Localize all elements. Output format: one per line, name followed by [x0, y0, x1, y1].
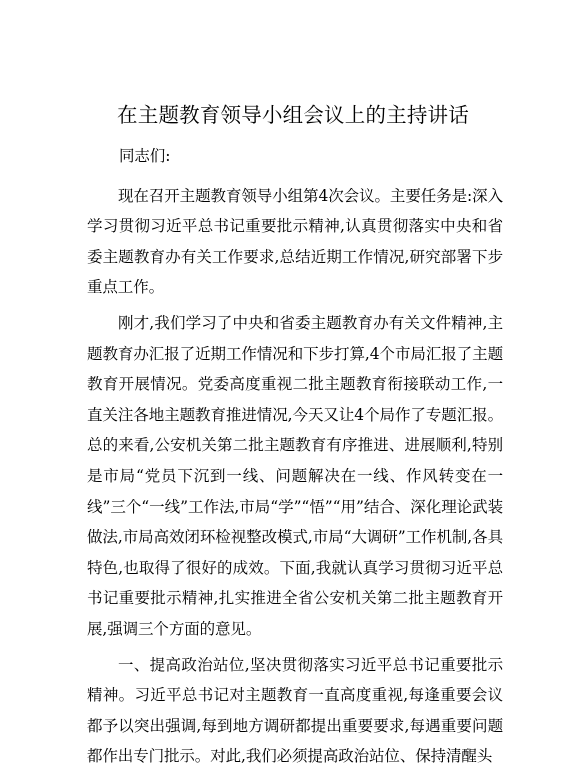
salutation: 同志们:: [119, 147, 171, 165]
paragraph-3: 一、提高政治站位,坚决贯彻落实习近平总书记重要批示精神。习近平总书记对主题教育一直高度重视,每逢重要会议都予以突出强调,每到地方调研都提出重要要求,每遇重要问题都作出专门批示。对此,我们必须提高政治站位、保持清醒头: [87, 655, 503, 766]
paragraph-2: 刚才,我们学习了中央和省委主题教育办有关文件精神,主题教育办汇报了近期工作情况和下步打算,4个市局汇报了主题教育开展情况。党委高度重视二批主题教育衔接联动工作,一直关注各地主题教育推进情况,今天又让4个局作了专题汇报。总的来看,公安机关第二批主题教育有序推进、进展顺利,特别是市局“党员下沉到一线、问题解决在一线、作风转变在一线”三个“一线”工作法,市局“学”“悟”“用”结合、深化理论武装做法,市局高效闭环检视整改模式,市局“大调研”工作机制,各具特色,也取得了很好的成效。下面,我就认真学习贯彻习近平总书记重要批示精神,扎实推进全省公安机关第二批主题教育开展,强调三个方面的意见。: [87, 313, 503, 638]
document-body: [87, 141, 503, 772]
paragraph-1: 现在召开主题教育领导小组第4次会议。主要任务是:深入学习贯彻习近平总书记重要批示精神,认真贯彻落实中央和省委主题教育办有关工作要求,总结近期工作情况,研究部署下步重点工作。: [87, 186, 503, 297]
document-title: 在主题教育领导小组会议上的主持讲话: [117, 103, 469, 127]
